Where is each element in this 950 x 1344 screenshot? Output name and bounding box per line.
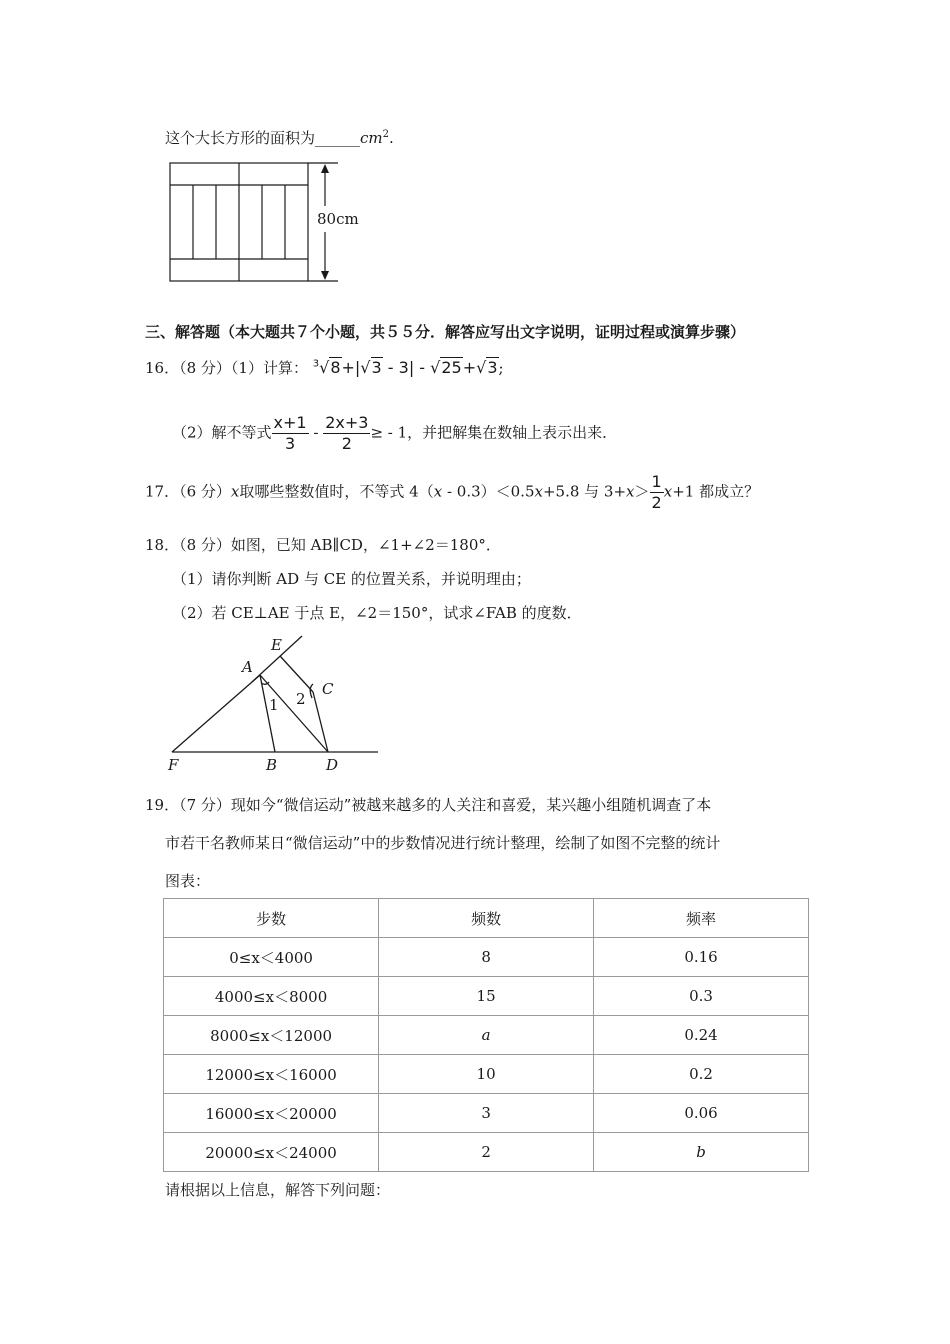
- q16-prefix: 16．（8 分）（1）计算：: [145, 359, 308, 377]
- sqrt-3-b-radicand: 3: [487, 358, 498, 377]
- cell-count: 3: [379, 1094, 594, 1133]
- abs-rest: - 3| -: [382, 358, 431, 377]
- geometry-figure: [160, 630, 390, 775]
- q16-line1: [145, 357, 504, 378]
- fraction-one-half: [650, 472, 664, 513]
- table-row: [164, 1094, 809, 1133]
- q15-unit: cm: [360, 129, 383, 147]
- sqrt-3-a-radicand: 3: [371, 358, 382, 377]
- sqrt-25: √25: [430, 358, 462, 377]
- header-steps: 步数: [164, 899, 379, 938]
- abs-open: +|: [341, 358, 361, 377]
- cell-range: 8000≤x＜12000: [164, 1016, 379, 1055]
- cell-count: 15: [379, 977, 594, 1016]
- plus-sign: +: [462, 358, 477, 377]
- table-header-row: [164, 899, 809, 938]
- q16-line2: [172, 413, 617, 454]
- frac2-numerator: 2x+3: [325, 413, 369, 432]
- steps-frequency-table: [163, 898, 809, 1172]
- cell-rate: 0.16: [594, 938, 809, 977]
- frac2-denominator: 2: [341, 434, 352, 453]
- fraction-2x-plus-3-over-2: [323, 413, 370, 454]
- q15-blank: ______: [315, 129, 361, 147]
- cell-rate: 0.24: [594, 1016, 809, 1055]
- label-C: C: [322, 680, 334, 698]
- half-numerator: 1: [651, 472, 662, 491]
- cube-root-radicand: 8: [330, 358, 341, 377]
- q15-text: 这个大长方形的面积为: [165, 129, 316, 147]
- var-x-4: x: [626, 482, 635, 501]
- cell-range: 0≤x＜4000: [164, 938, 379, 977]
- q19-line1: 19．（7 分）现如今“微信运动”被越来越多的人关注和喜爱，某兴趣小组随机调查了本: [145, 796, 712, 814]
- height-label: 80cm: [317, 210, 359, 228]
- frac1-denominator: 3: [284, 434, 296, 453]
- q16-part2-prefix: （2）解不等式: [172, 423, 272, 442]
- table-row: [164, 1133, 809, 1172]
- cell-count: 8: [379, 938, 594, 977]
- cell-range: 12000≤x＜16000: [164, 1055, 379, 1094]
- var-x-1: x: [230, 482, 240, 501]
- cell-count: 10: [379, 1055, 594, 1094]
- q18-line3: （2）若 CE⊥AE 于点 E，∠2＝150°，试求∠FAB 的度数．: [172, 604, 582, 622]
- label-E: E: [271, 636, 282, 654]
- label-A: A: [242, 658, 253, 676]
- half-denominator: 2: [651, 493, 662, 512]
- table-row: [164, 938, 809, 977]
- sqrt-3-b: √3: [476, 358, 498, 377]
- q19-after-table: 请根据以上信息，解答下列问题：: [165, 1181, 391, 1199]
- cube-root-8: $^3$√8: [312, 358, 341, 377]
- q16-part2-suffix: ≥ - 1，并把解集在数轴上表示出来．: [370, 423, 618, 442]
- cell-rate: 0.2: [594, 1055, 809, 1094]
- q18-line2: （1）请你判断 AD 与 CE 的位置关系，并说明理由；: [172, 570, 531, 588]
- q16-line1-end: ;: [498, 359, 504, 377]
- angle-1-label: 1: [269, 696, 279, 714]
- cell-rate: b: [594, 1133, 809, 1172]
- q15-unit-sup: 2: [382, 129, 390, 140]
- header-frequency: 频数: [379, 899, 594, 938]
- q19-line3: 图表：: [165, 872, 211, 890]
- sqrt-3-a: √3: [360, 358, 382, 377]
- q17-text-1: 取哪些整数值时，不等式 4（: [239, 482, 434, 501]
- minus-sign: -: [308, 423, 324, 442]
- q17-line: [145, 472, 759, 513]
- cell-count: a: [379, 1016, 594, 1055]
- header-rate: 频率: [594, 899, 809, 938]
- var-x-3: x: [534, 482, 543, 501]
- table-row: [164, 1055, 809, 1094]
- fraction-x-plus-1-over-3: [272, 413, 309, 454]
- cell-rate: 0.06: [594, 1094, 809, 1133]
- table-row: [164, 1016, 809, 1055]
- q19-line2: 市若干名教师某日“微信运动”中的步数情况进行统计整理，绘制了如图不完整的统计: [165, 834, 721, 852]
- table-row: [164, 977, 809, 1016]
- q17-text-3: +5.8 与 3+: [542, 482, 627, 501]
- q18-line1: 18．（8 分）如图，已知 AB∥CD，∠1+∠2＝180°．: [145, 536, 501, 554]
- cube-root-index: 3: [312, 358, 320, 370]
- frac1-numerator: x+1: [273, 413, 307, 432]
- label-B: B: [266, 756, 278, 774]
- label-D: D: [326, 756, 339, 774]
- q15-end: .: [389, 129, 394, 147]
- cell-range: 16000≤x＜20000: [164, 1094, 379, 1133]
- q17-text-4: ＞: [634, 482, 650, 501]
- angle-2-label: 2: [296, 690, 306, 708]
- section-heading: 三、解答题（本大题共７个小题，共５５分．解答应写出文字说明，证明过程或演算步骤）: [145, 323, 746, 341]
- cell-rate: 0.3: [594, 977, 809, 1016]
- sqrt-25-radicand: 25: [441, 358, 462, 377]
- q15-tail-line: [165, 127, 394, 148]
- q17-suffix: +1 都成立？: [672, 482, 760, 501]
- q17-prefix: 17．（6 分）: [145, 482, 231, 501]
- q17-text-2: - 0.3）＜0.5: [442, 482, 535, 501]
- var-x-5: x: [663, 482, 673, 501]
- var-x-2: x: [433, 482, 443, 501]
- cell-count: 2: [379, 1133, 594, 1172]
- cell-range: 4000≤x＜8000: [164, 977, 379, 1016]
- cell-range: 20000≤x＜24000: [164, 1133, 379, 1172]
- label-F: F: [168, 756, 179, 774]
- rectangle-figure: [160, 158, 370, 288]
